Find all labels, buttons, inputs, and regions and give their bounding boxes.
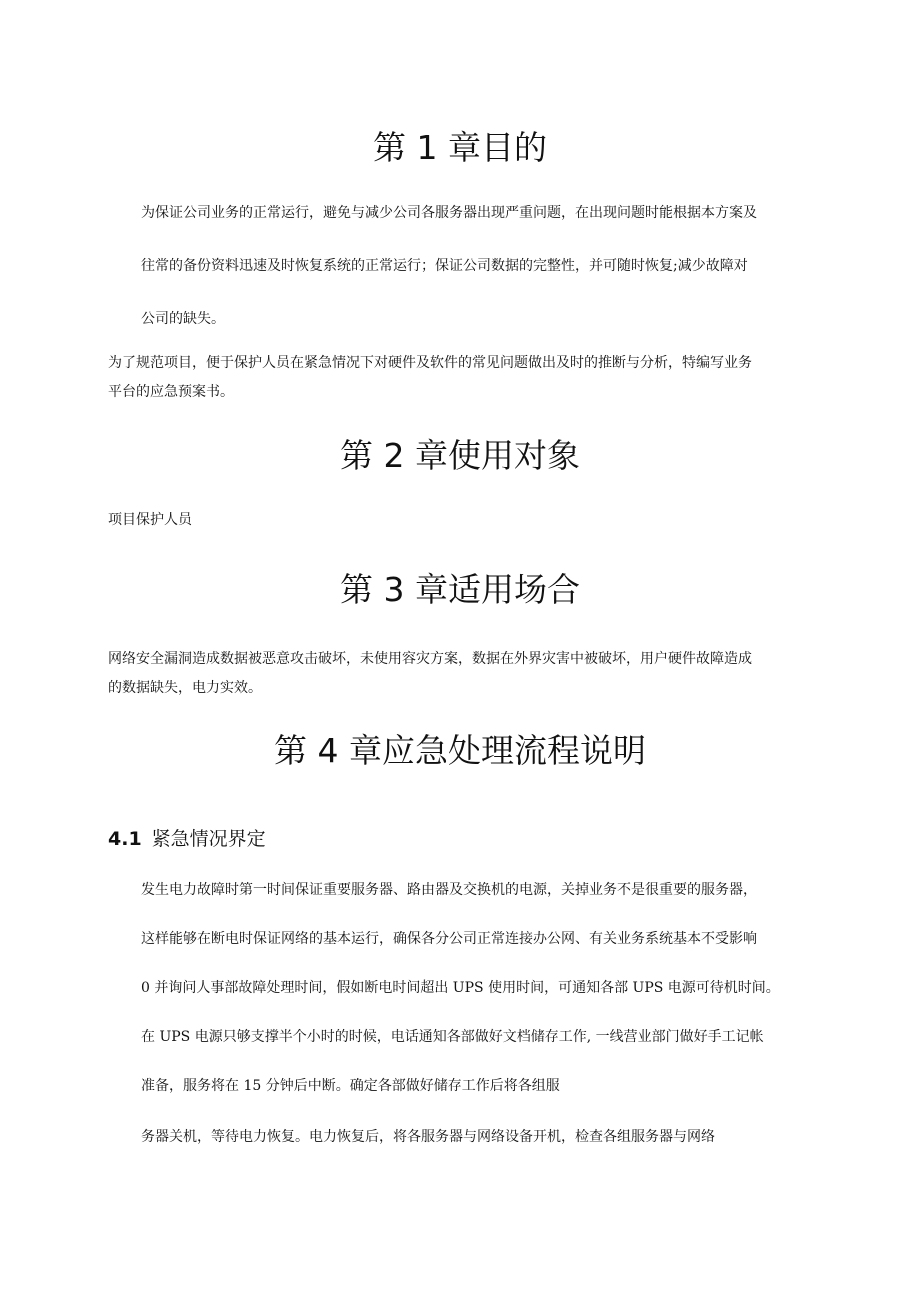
section-4-1-line-1: 发生电力故障时第一时间保证重要服务器、路由器及交换机的电源，关掉业务不是很重要的服务器， [141,882,757,898]
section-title: 紧急情况界定 [151,828,266,850]
chapter-4-title: 第 4 章应急处理流程说明 [274,731,646,770]
chapter-3-body [108,645,752,703]
section-4-1-body [141,876,780,1152]
chapter-1-paragraph-2 [108,349,752,407]
chapter-3-title: 第 3 章适用场合 [340,570,580,609]
section-4-1-line-2: 这样能够在断电时保证网络的基本运行，确保各分公司正常连接办公网、有关业务系统基本不受影响 [141,931,757,947]
chapter-1-para-2-line-1: 为了规范项目，便于保护人员在紧急情况下对硬件及软件的常见问题做出及时的推断与分析，特编写业务 [108,355,752,371]
section-4-1-line-3: 0 并询问人事部故障处理时间，假如断电时间超出 UPS 使用时间，可通知各部 UPS 电源可待机时间。 [141,980,780,996]
chapter-1-title: 第 1 章目的 [373,128,547,167]
section-4-1-line-5: 准备，服务将在 15 分钟后中断。确定各部做好储存工作后将各组服 [141,1078,560,1094]
chapter-1-para-1-line-3: 公司的缺失。 [141,311,225,327]
chapter-1-para-1-line-1: 为保证公司业务的正常运行，避免与减少公司各服务器出现严重问题，在出现问题时能根据本方案及 [141,205,757,221]
section-4-1-heading [108,826,266,852]
chapter-3-body-line-1: 网络安全漏洞造成数据被恶意攻击破坏，未使用容灾方案，数据在外界灾害中被破坏，用户硬件故障造成 [108,651,752,667]
chapter-1-para-1-line-2: 往常的备份资料迅速及时恢复系统的正常运行；保证公司数据的完整性，并可随时恢复;减少故障对 [141,258,748,274]
section-number: 4.1 [108,828,142,850]
chapter-2-title: 第 2 章使用对象 [340,436,580,475]
chapter-2-body-line: 项目保护人员 [108,512,192,528]
section-4-1-line-4: 在 UPS 电源只够支撑半个小时的时候，电话通知各部做好文档储存工作, 一线营业部门做好手工记帐 [141,1029,764,1045]
chapter-1-paragraph-1 [141,199,757,334]
chapter-2-body [108,506,192,535]
section-4-1-line-6: 务器关机，等待电力恢复。电力恢复后，将各服务器与网络设备开机，检查各组服务器与网络 [141,1129,715,1145]
chapter-3-body-line-2: 的数据缺失，电力实效。 [108,680,262,696]
chapter-1-para-2-line-2: 平台的应急预案书。 [108,384,234,400]
